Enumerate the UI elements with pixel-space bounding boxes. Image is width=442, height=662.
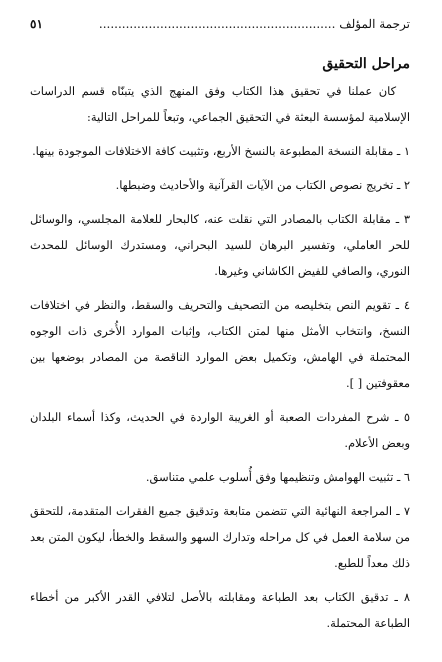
document-page — [30, 16, 410, 644]
running-title: ترجمة المؤلف .............................................................. — [98, 17, 410, 31]
intro-paragraph: كان عملنا في تحقيق هذا الكتاب وفق المنهج الذي يتبنّاه قسم الدراسات الإسلامية لمؤسسة البعثة في التحقيق الجماعي، وتبعاً للمراحل التالية: — [30, 84, 410, 124]
step-3-paragraph: ٣ ـ مقابلة الكتاب بالمصادر التي نقلت عنه، كالبحار للعلامة المجلسي، والوسائل للحر العاملي، وتفسير البرهان للسيد البحراني، ومستدرك الوسائل للمحدث النوري، والصافي للفيض الكاشاني وغيرها. — [30, 212, 410, 278]
step-5-paragraph: ٥ ـ شرح المفردات الصعبة أو الغريبة الواردة في الحديث، وكذا أسماء البلدان وبعض الأعلام. — [30, 410, 410, 450]
step-2-paragraph: ٢ ـ تخريج نصوص الكتاب من الآيات القرآنية والأحاديث وضبطها. — [115, 178, 410, 192]
step-8-paragraph: ٨ ـ تدقيق الكتاب بعد الطباعة ومقابلته بالأصل لتلافي القدر الأكبر من أخطاء الطباعة المحتملة. — [30, 590, 410, 630]
step-7-paragraph: ٧ ـ المراجعة النهائية التي تتضمن متابعة وتدقيق جميع الفقرات المتقدمة، للتحقق من سلامة العمل في كل مراحله وتدارك السهو والسقط والخطأ، ليكون المتن بعد ذلك معداً للطبع. — [30, 504, 410, 570]
running-header — [30, 16, 410, 32]
step-6-paragraph: ٦ ـ تثبيت الهوامش وتنظيمها وفق أُسلوب علمي متناسق. — [145, 470, 410, 484]
step-1-paragraph: ١ ـ مقابلة النسخة المطبوعة بالنسخ الأربع، وتثبيت كافة الاختلافات الموجودة بينها. — [32, 144, 410, 158]
section-title: مراحل التحقيق — [322, 56, 410, 72]
step-4-paragraph: ٤ ـ تقويم النص بتخليصه من التصحيف والتحريف والسقط، والنظر في اختلافات النسخ، وانتخاب الأمثل منها لمتن الكتاب، وإثبات الموارد الأُخرى ذات الوجوه المحتملة في الهامش، وتكميل بعض الموارد الناقصة من المصادر بوضعها بين معقوفتين [ ]. — [30, 298, 410, 390]
page-number: ٥١ — [30, 17, 43, 31]
